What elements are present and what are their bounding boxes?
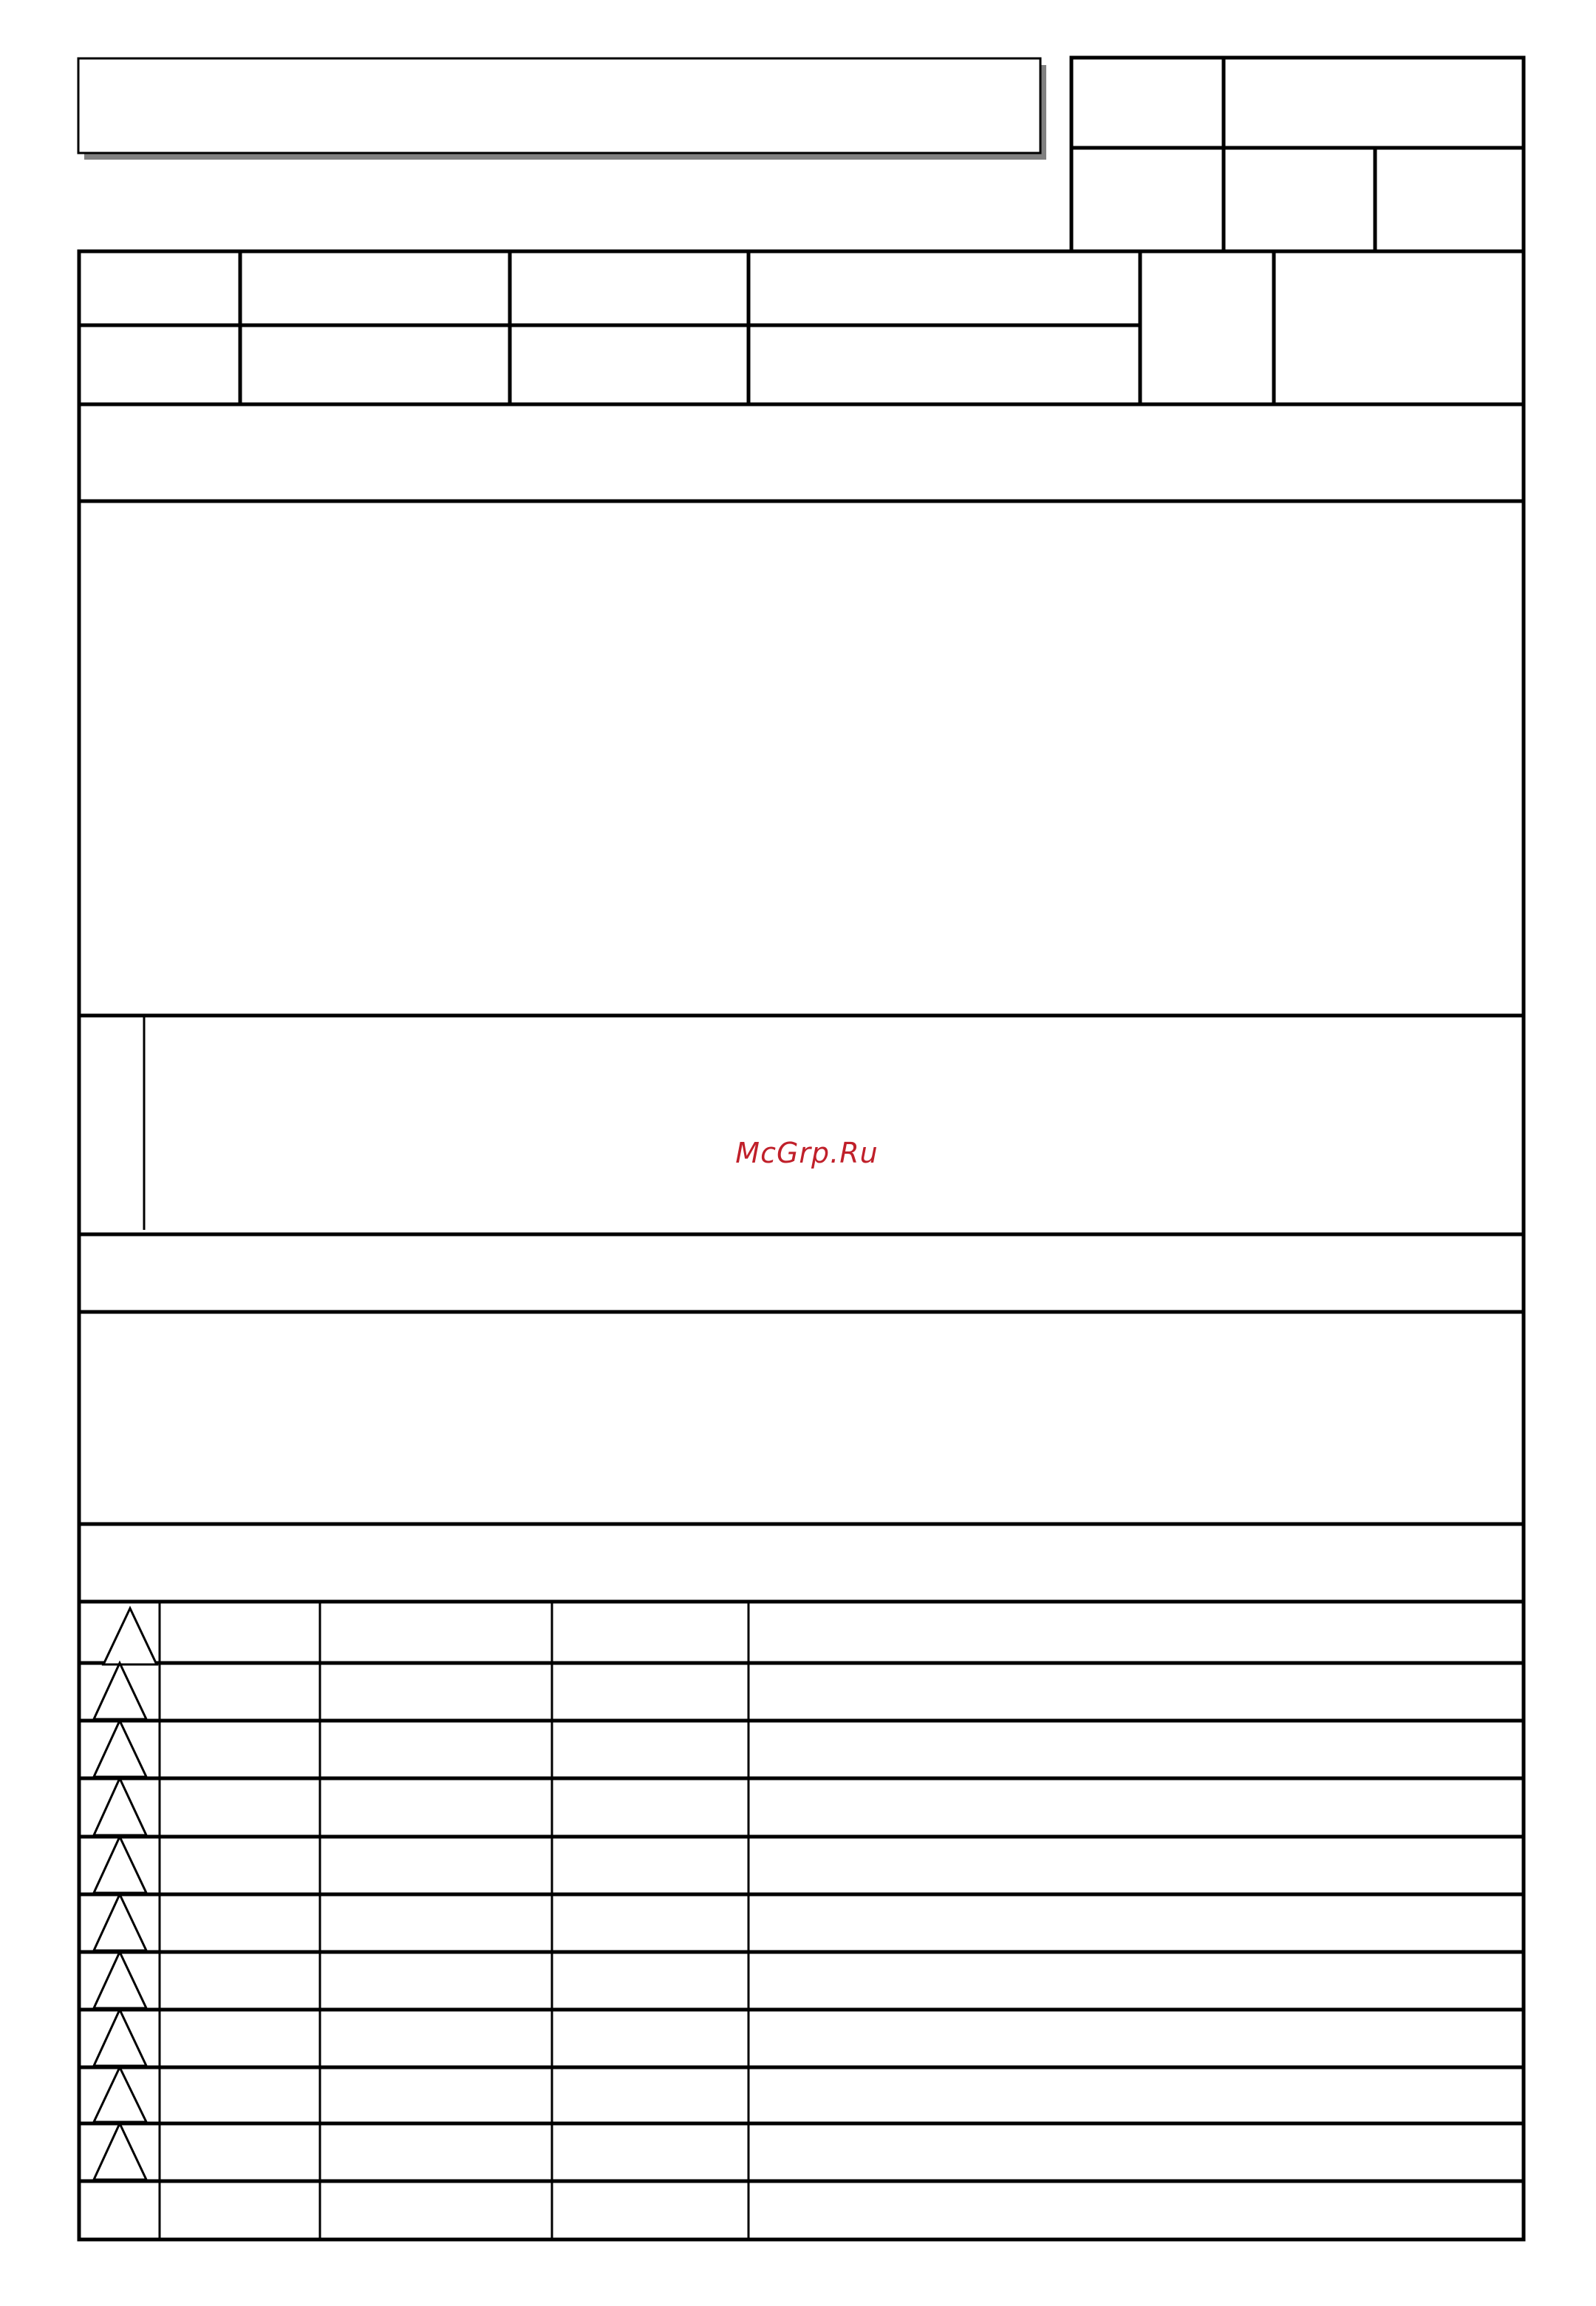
top-right-block-frame — [1071, 58, 1524, 251]
watermark-text: McGrp.Ru — [735, 1137, 879, 1169]
top-right-block — [1071, 58, 1524, 251]
revision-table-hlines — [79, 1663, 1524, 2181]
triangle-icon — [94, 2067, 146, 2122]
revision-marks — [94, 1608, 157, 2180]
revision-table-vlines — [160, 1602, 748, 2239]
main-frame-border — [79, 251, 1524, 2239]
triangle-icon — [94, 2123, 146, 2180]
triangle-icon — [94, 1837, 146, 1893]
triangle-icon — [103, 1608, 157, 1664]
triangle-icon — [94, 1663, 146, 1719]
triangle-icon — [94, 1778, 146, 1835]
title-box-frame — [78, 58, 1040, 153]
triangle-icon — [94, 1952, 146, 2008]
revision-table — [79, 1602, 1524, 2239]
main-frame — [79, 251, 1524, 2239]
triangle-icon — [94, 1894, 146, 1950]
title-box — [78, 58, 1046, 160]
triangle-icon — [94, 1721, 146, 1777]
triangle-icon — [94, 2010, 146, 2066]
section-dividers — [79, 404, 1524, 1602]
header-grid — [79, 251, 1274, 404]
